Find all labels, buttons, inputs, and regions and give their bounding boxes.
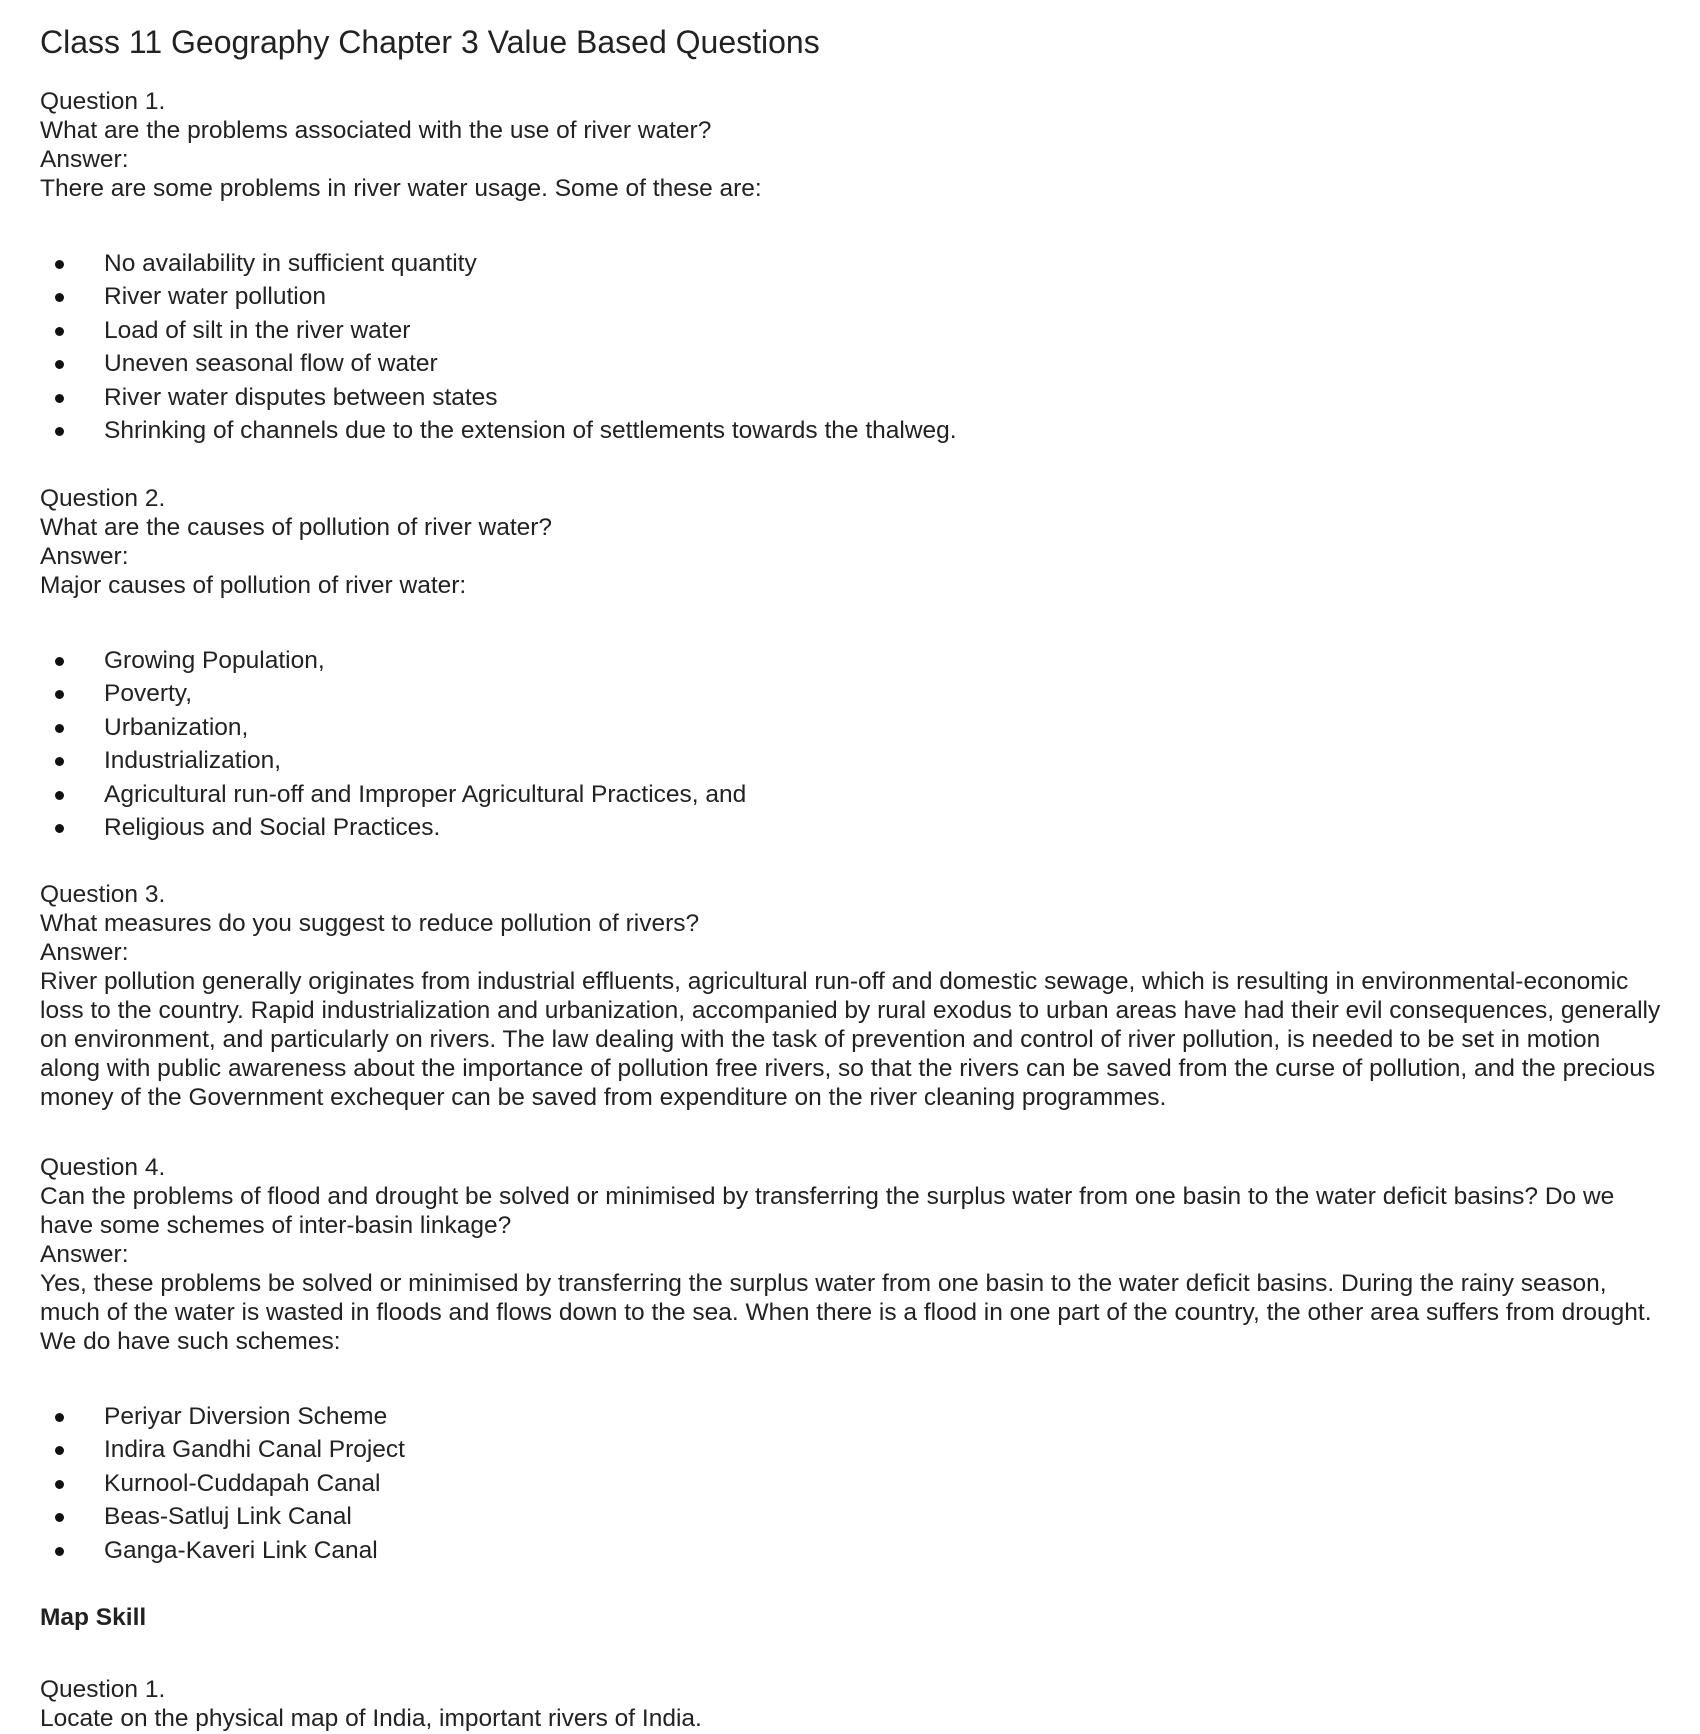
answer-label: Answer: [40, 146, 129, 173]
list-item: River water pollution [40, 280, 957, 313]
list-item: Ganga-Kaveri Link Canal [40, 1534, 405, 1567]
answer-label: Answer: [40, 543, 129, 570]
list-item: Load of silt in the river water [40, 314, 957, 347]
q4-bullet-list [40, 1400, 405, 1567]
list-item: No availability in sufficient quantity [40, 247, 957, 280]
question-label: Question 2. [40, 485, 166, 512]
question-text: What are the causes of pollution of river water? [40, 514, 553, 541]
list-item: River water disputes between states [40, 381, 957, 414]
question-1 [40, 87, 1665, 203]
list-item: Kurnool-Cuddapah Canal [40, 1467, 405, 1500]
list-item: Uneven seasonal flow of water [40, 347, 957, 380]
map-skill-question [40, 1675, 1665, 1733]
question-text: Can the problems of flood and drought be solved or minimised by transferring the surplus water from one basin to the water deficit basins? Do we have some schemes of inter-basin linkage? [40, 1183, 1615, 1239]
list-item: Beas-Satluj Link Canal [40, 1500, 405, 1533]
list-item: Periyar Diversion Scheme [40, 1400, 405, 1433]
page-title: Class 11 Geography Chapter 3 Value Based Questions [40, 24, 820, 60]
question-label: Question 3. [40, 881, 166, 908]
list-item: Urbanization, [40, 711, 746, 744]
question-4 [40, 1153, 1665, 1356]
list-item: Indira Gandhi Canal Project [40, 1433, 405, 1466]
question-text: What are the problems associated with the use of river water? [40, 117, 712, 144]
question-2 [40, 484, 1665, 600]
list-item: Growing Population, [40, 644, 746, 677]
question-text: What measures do you suggest to reduce pollution of rivers? [40, 910, 700, 937]
answer-text: Major causes of pollution of river water: [40, 572, 467, 599]
map-skill-heading: Map Skill [40, 1604, 147, 1631]
list-item: Shrinking of channels due to the extension of settlements towards the thalweg. [40, 414, 957, 447]
answer-text: There are some problems in river water usage. Some of these are: [40, 175, 762, 202]
question-3 [40, 880, 1665, 1112]
answer-label: Answer: [40, 1241, 129, 1268]
question-label: Question 4. [40, 1154, 166, 1181]
question-text: Locate on the physical map of India, important rivers of India. [40, 1705, 702, 1732]
q2-bullet-list [40, 644, 746, 844]
question-label: Question 1. [40, 88, 166, 115]
question-label: Question 1. [40, 1676, 166, 1703]
list-item: Agricultural run-off and Improper Agricultural Practices, and [40, 778, 746, 811]
list-item: Religious and Social Practices. [40, 811, 746, 844]
q1-bullet-list [40, 247, 957, 447]
answer-label: Answer: [40, 939, 129, 966]
list-item: Industrialization, [40, 744, 746, 777]
list-item: Poverty, [40, 677, 746, 710]
answer-text: Yes, these problems be solved or minimised by transferring the surplus water from one basin to the water deficit basins. During the rainy season, much of the water is wasted in floods and flows down to the sea. When there is a flood in one part of the country, the other area suffers from drought. We do have such schemes: [40, 1270, 1652, 1355]
answer-text: River pollution generally originates from industrial effluents, agricultural run-off and domestic sewage, which is resulting in environmental-economic loss to the country. Rapid industrialization and urbanization, accompanied by rural exodus to urban areas have had their evil consequences, generally on environment, and particularly on rivers. The law dealing with the task of prevention and control of river pollution, is needed to be set in motion along with public awareness about the importance of pollution free rivers, so that the rivers can be saved from the curse of pollution, and the precious money of the Government exchequer can be saved from expenditure on the river cleaning programmes. [40, 968, 1661, 1111]
